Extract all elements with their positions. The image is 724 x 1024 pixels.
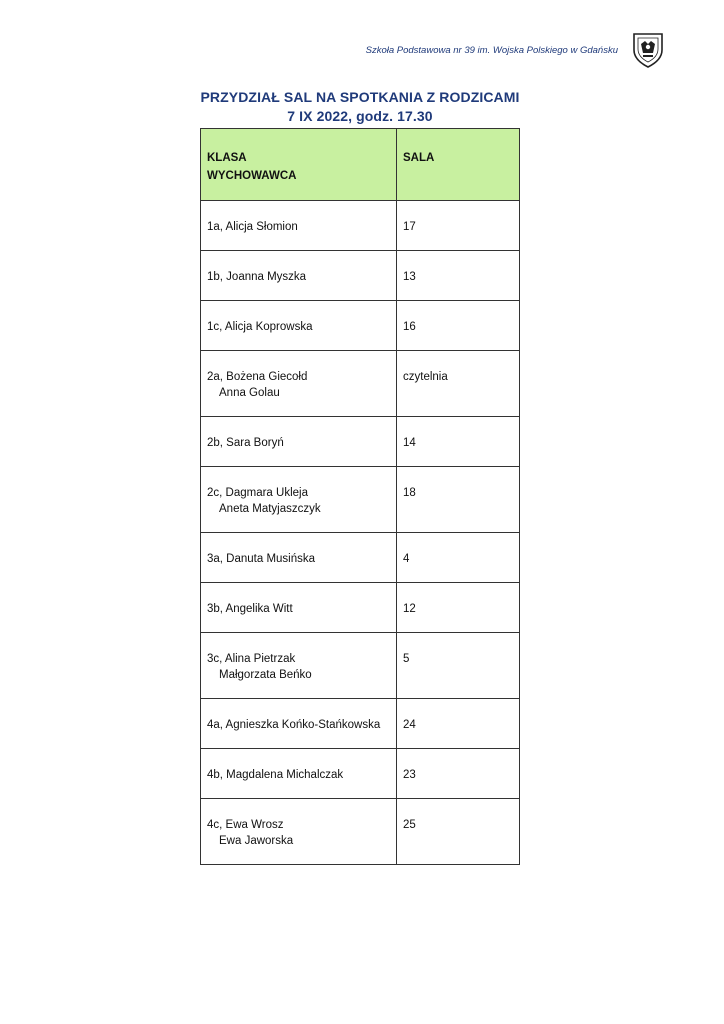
cell-sala: 16 bbox=[397, 301, 520, 351]
second-teacher-name: Aneta Matyjaszczyk bbox=[219, 503, 321, 515]
cell-klasa-wychowawca bbox=[201, 251, 397, 301]
table-header-row bbox=[201, 129, 520, 201]
class-teacher-name: 2c, Dagmara Ukleja bbox=[207, 487, 308, 499]
table-row bbox=[201, 749, 520, 799]
class-teacher-name: 4c, Ewa Wrosz bbox=[207, 819, 284, 831]
cell-klasa-wychowawca bbox=[201, 749, 397, 799]
class-teacher-name: 2a, Bożena Giecołd bbox=[207, 371, 308, 383]
cell-klasa-wychowawca bbox=[201, 351, 397, 417]
cell-klasa-wychowawca bbox=[201, 533, 397, 583]
table-row bbox=[201, 201, 520, 251]
class-teacher-name: 3c, Alina Pietrzak bbox=[207, 653, 296, 665]
cell-sala: 24 bbox=[397, 699, 520, 749]
cell-sala: 5 bbox=[397, 633, 520, 699]
cell-klasa-wychowawca bbox=[201, 467, 397, 533]
cell-klasa-wychowawca bbox=[201, 583, 397, 633]
table-row bbox=[201, 351, 520, 417]
page-subtitle-date: 7 IX 2022, godz. 17.30 bbox=[287, 108, 433, 124]
cell-sala: 14 bbox=[397, 417, 520, 467]
table-row bbox=[201, 699, 520, 749]
cell-klasa-wychowawca bbox=[201, 799, 397, 865]
table-row bbox=[201, 417, 520, 467]
header-klasa: KLASA bbox=[207, 152, 247, 164]
class-teacher-name: 2b, Sara Boryń bbox=[207, 437, 284, 449]
cell-klasa-wychowawca bbox=[201, 201, 397, 251]
class-teacher-name: 1a, Alicja Słomion bbox=[207, 221, 298, 233]
class-teacher-name: 3b, Angelika Witt bbox=[207, 603, 293, 615]
page-title: PRZYDZIAŁ SAL NA SPOTKANIA Z RODZICAMI bbox=[200, 89, 520, 105]
table-row bbox=[201, 301, 520, 351]
header-klasa-wychowawca bbox=[201, 129, 397, 201]
cell-klasa-wychowawca bbox=[201, 417, 397, 467]
header-sala: SALA bbox=[397, 129, 520, 201]
header-wychowawca: WYCHOWAWCA bbox=[207, 170, 297, 182]
class-teacher-name: 4a, Agnieszka Końko-Stańkowska bbox=[207, 719, 381, 731]
table-row bbox=[201, 799, 520, 865]
class-teacher-name: 1b, Joanna Myszka bbox=[207, 271, 307, 283]
class-teacher-name: 3a, Danuta Musińska bbox=[207, 553, 316, 565]
table-row bbox=[201, 583, 520, 633]
second-teacher-name: Anna Golau bbox=[219, 387, 280, 399]
cell-sala: 13 bbox=[397, 251, 520, 301]
cell-sala: 12 bbox=[397, 583, 520, 633]
cell-sala: 25 bbox=[397, 799, 520, 865]
school-crest-icon bbox=[632, 32, 664, 68]
room-assignment-table bbox=[200, 128, 520, 865]
second-teacher-name: Ewa Jaworska bbox=[219, 835, 294, 847]
cell-sala: 23 bbox=[397, 749, 520, 799]
cell-sala: 18 bbox=[397, 467, 520, 533]
table-row bbox=[201, 633, 520, 699]
cell-sala: 4 bbox=[397, 533, 520, 583]
cell-sala: czytelnia bbox=[397, 351, 520, 417]
cell-sala: 17 bbox=[397, 201, 520, 251]
cell-klasa-wychowawca bbox=[201, 633, 397, 699]
second-teacher-name: Małgorzata Beńko bbox=[219, 669, 312, 681]
cell-klasa-wychowawca bbox=[201, 301, 397, 351]
class-teacher-name: 1c, Alicja Koprowska bbox=[207, 321, 313, 333]
school-name-header: Szkoła Podstawowa nr 39 im. Wojska Polskiego w Gdańsku bbox=[365, 45, 618, 56]
table-row bbox=[201, 467, 520, 533]
class-teacher-name: 4b, Magdalena Michalczak bbox=[207, 769, 344, 781]
cell-klasa-wychowawca bbox=[201, 699, 397, 749]
table-row bbox=[201, 251, 520, 301]
table-row bbox=[201, 533, 520, 583]
